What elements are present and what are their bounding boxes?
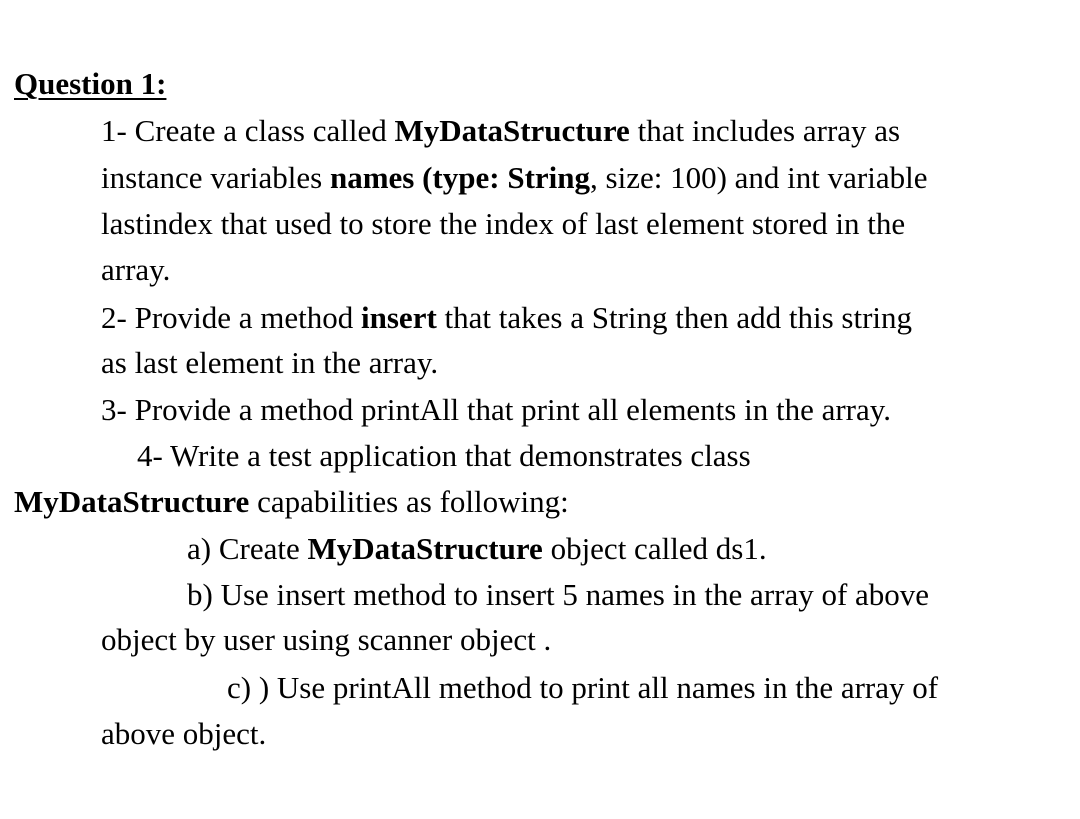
class-name-bold: MyDataStructure [394,113,630,148]
item-2-line-2: as last element in the array. [101,345,439,380]
item-2-line-1 [101,300,912,336]
item-a-text-a: a) Create [187,531,308,566]
item-c-line-2: above object. [101,716,267,751]
item-1-line-1-text-a: 1- Create a class called [101,113,395,148]
insert-bold: insert [361,300,437,335]
item-1-line-2 [101,160,927,196]
class-name-bold-2: MyDataStructure [14,484,250,519]
item-1-line-1-text-c: that includes array as [629,113,901,148]
item-1-line-1 [101,113,900,149]
item-c-line-1: c) ) Use printAll method to print all names in the array of [227,670,939,705]
item-1-line-3: lastindex that used to store the index of last element stored in the [101,206,906,241]
item-4-line-2-text-b: capabilities as following: [249,484,569,519]
item-b-line-2: object by user using scanner object . [101,622,552,657]
item-a-line-1 [187,531,767,567]
item-1-line-2-text-a: instance variables [101,160,330,195]
item-3-line-1: 3- Provide a method printAll that print all elements in the array. [101,392,892,427]
item-4-line-1: 4- Write a test application that demonstrates class [137,438,751,473]
item-2-line-1-text-c: that takes a String then add this string [436,300,913,335]
item-b-line-1: b) Use insert method to insert 5 names in the array of above [187,577,930,612]
class-name-bold-3: MyDataStructure [307,531,543,566]
question-title: Question 1: [14,66,167,101]
item-a-text-c: object called ds1. [542,531,767,566]
item-2-line-1-text-a: 2- Provide a method [101,300,362,335]
item-1-line-4: array. [101,252,171,287]
item-4-line-2 [14,484,569,520]
names-type-bold: names (type: String [329,160,591,195]
item-1-line-2-text-c: , size: 100) and int variable [590,160,928,195]
